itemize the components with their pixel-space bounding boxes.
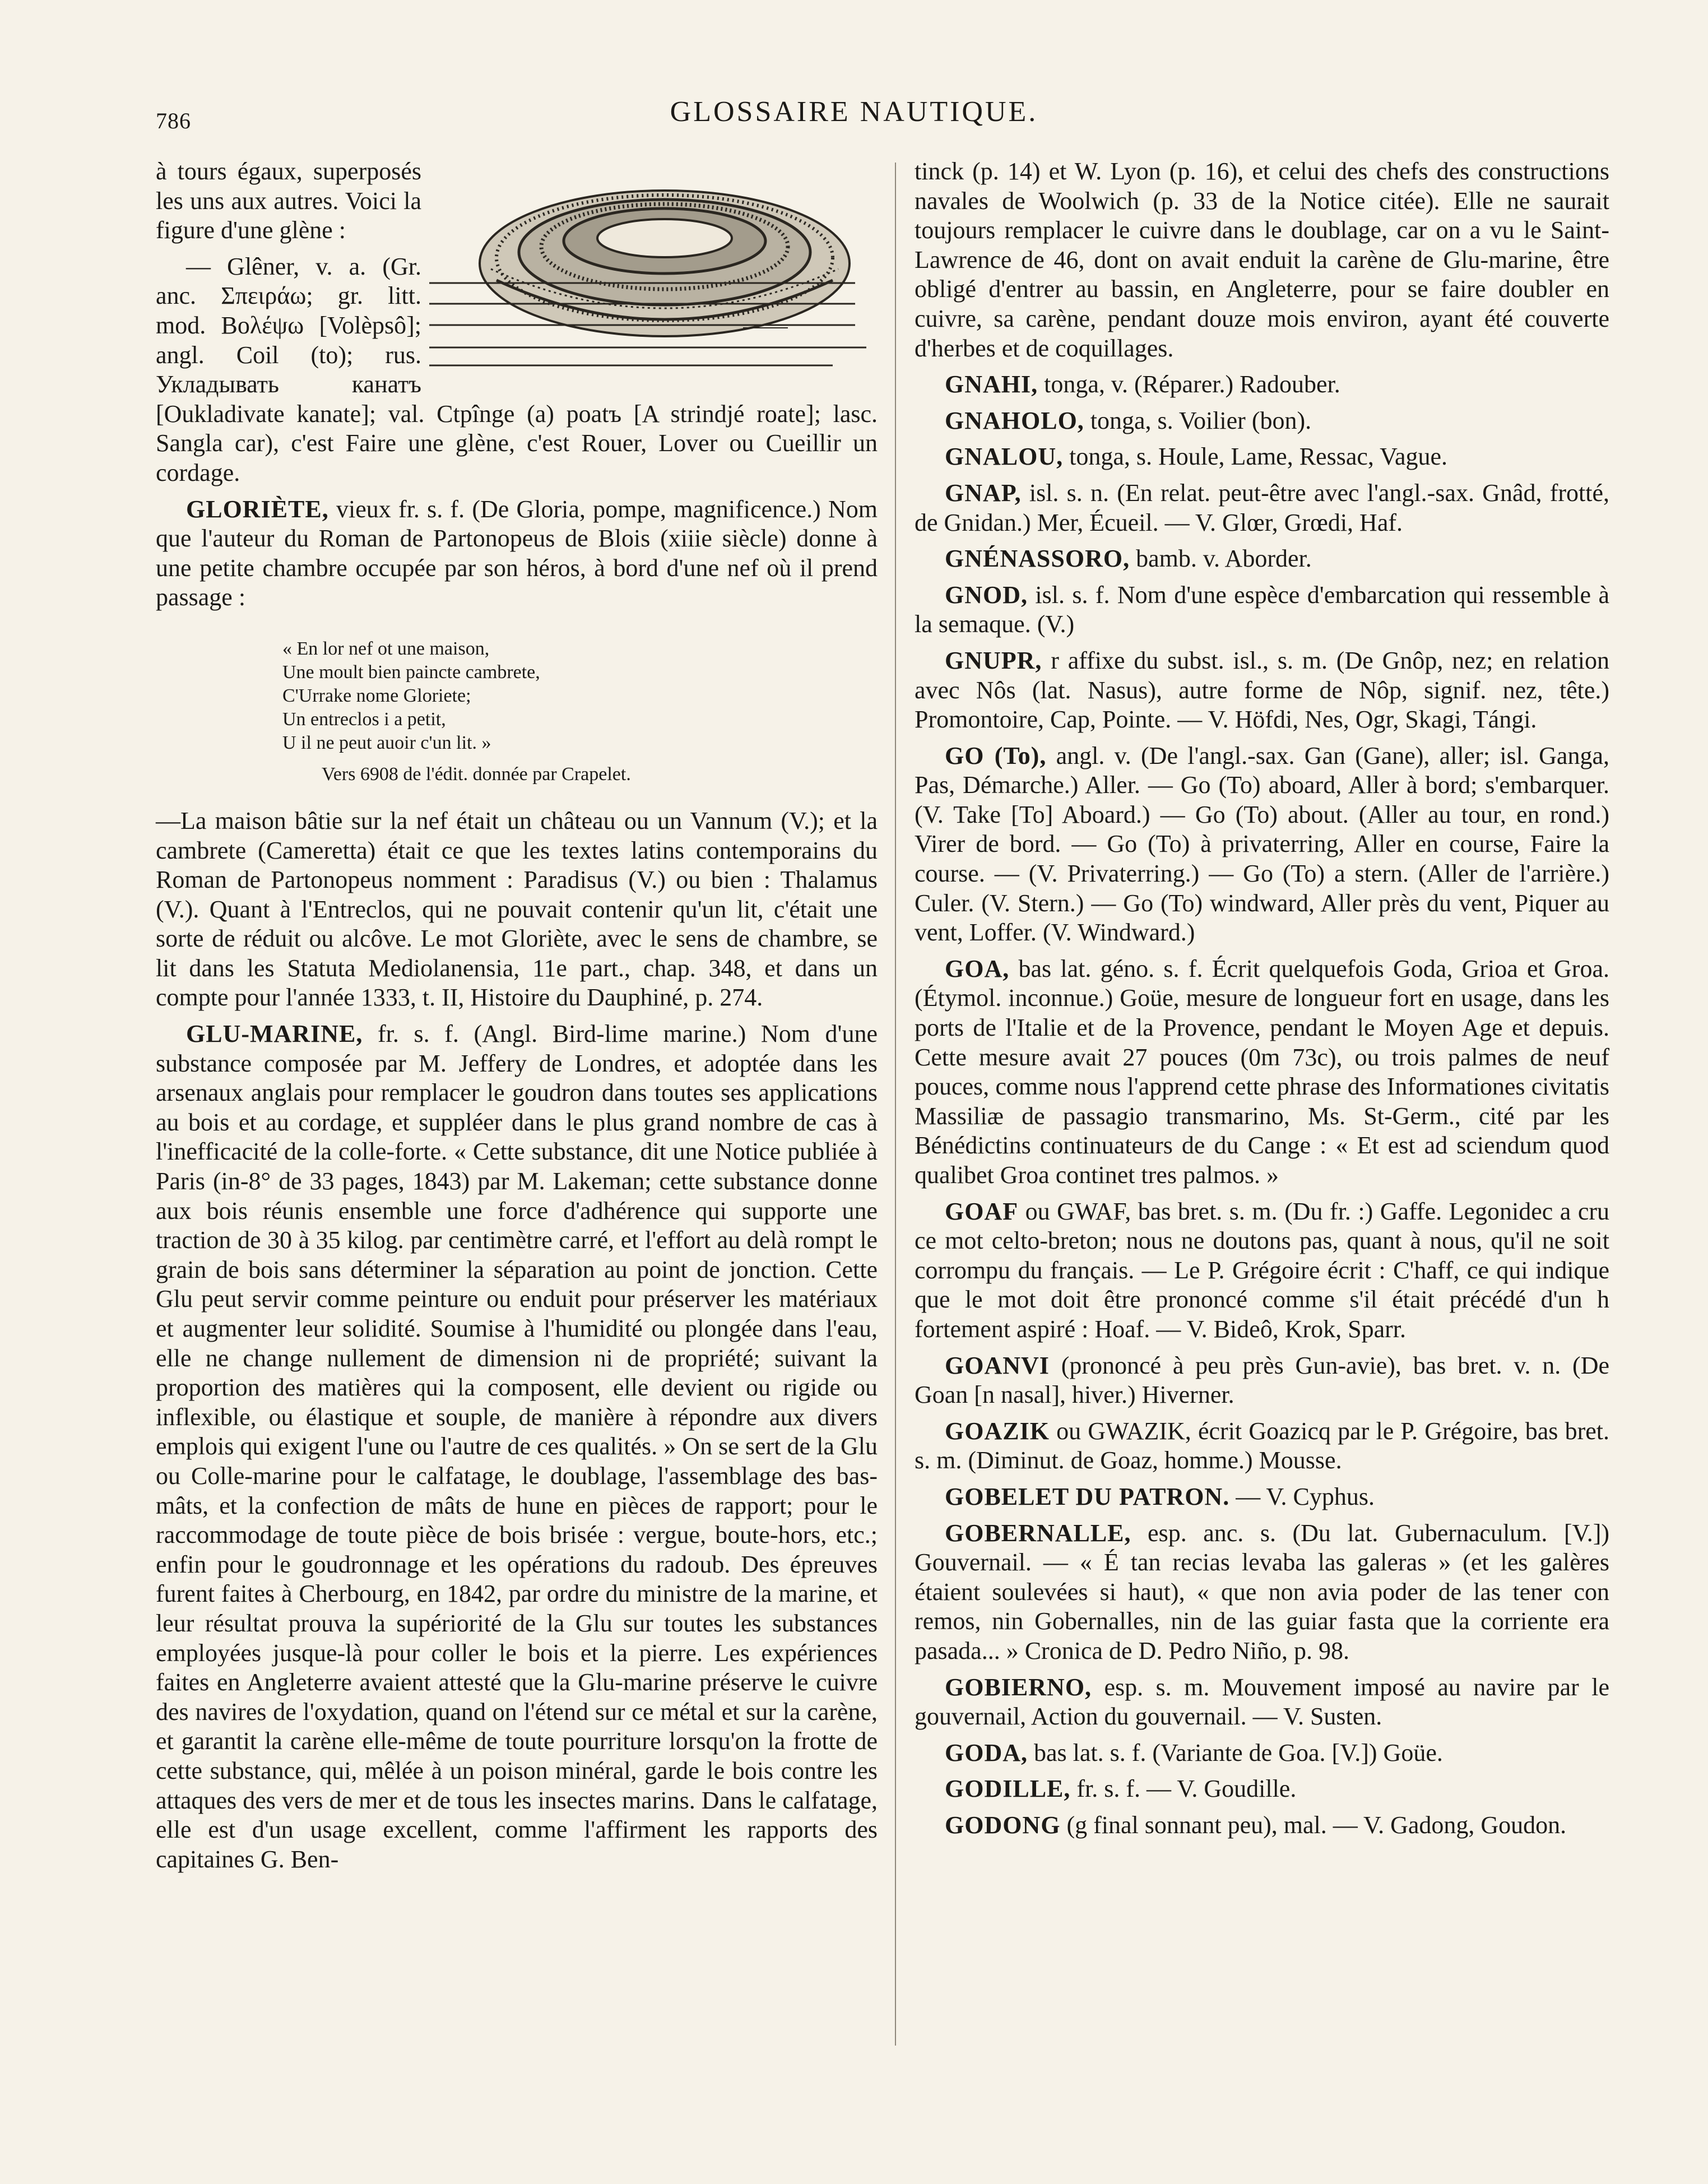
definition: isl. s. n. (En relat. peut-être avec l'angl.-sax. Gnâd, frotté, de Gnidan.) Mer, Écueil. — V. Glœr, Grœdi, Haf.: [915, 479, 1609, 536]
gloriete-continuation: —La maison bâtie sur la nef était un château ou un Vannum (V.); et la cambrete (Cameretta) était ce que les textes latins contemporains du Roman de Partonopeus nomment : Paradisus (V.) ou bien : Thalamus (V.). Quant à l'Entreclos, qui ne pouvait contenir qu'un lit, c'était une sorte de réduit ou alcôve. Le mot Gloriète, avec le sens de chambre, se lit dans les Statuta Mediolanensia, 11e part., chap. 348, et dans un compte pour l'année 1333, t. II, Histoire du Dauphiné, p. 274.: [156, 806, 878, 1012]
dictionary-entry: [915, 370, 1609, 400]
definition-gloriete: vieux fr. s. f. (De Gloria, pompe, magnificence.) Nom que l'auteur du Roman de Partonopeus de Blois (xiiie siècle) donne à une petite chambre occupée par son héros, à bord d'une nef où il prend passage :: [156, 495, 878, 611]
coiled-rope-icon: [429, 157, 878, 382]
gleine-tail-part2: — Glêner, v. a. (Gr. anc. Σπειράω; gr. litt. mod. Βολέψω [Volèpsô]; angl. Coil (to); rus. Укладывать канатъ [Oukladivate kanate]; val. Ctpînge (a) poatъ [A strindjé roate]; lasc. Sangla car), c'est Faire une glène, c'est Rouer, Lover ou Cueillir un cordage.: [156, 252, 878, 486]
verse-citation: Vers 6908 de l'édit. donnée par Crapelet.: [322, 763, 631, 785]
headword: GNAP,: [945, 479, 1022, 507]
definition: fr. s. f. — V. Goudille.: [1070, 1775, 1297, 1803]
headword: GOBERNALLE,: [945, 1519, 1131, 1547]
dictionary-entry: [915, 1519, 1609, 1666]
definition: bamb. v. Aborder.: [1130, 545, 1312, 573]
headword: GODA,: [945, 1738, 1028, 1766]
running-title: GLOSSAIRE NAUTIQUE.: [670, 96, 1038, 128]
definition: ou GWAF, bas bret. s. m. (Du fr. :) Gaffe. Legonidec a cru ce mot celto-breton; nous ne doutons pas, quant à nous, qu'il ne soit corrompu du français. — Le P. Grégoire écrit : C'haff, ce qui indique que le mot doit être prononcé comme s'il était précédé d'un h fortement aspiré : Hoaf. — V. Bideô, Krok, Sparr.: [915, 1197, 1609, 1343]
dictionary-entry: [915, 1197, 1609, 1344]
right-column: [915, 157, 1609, 1840]
glu-marine-continuation: tinck (p. 14) et W. Lyon (p. 16), et celui des chefs des constructions navales de Woolwich (p. 33 de la Notice citée). Elle ne saurait toujours remplacer le cuivre dans le doublage, car on a vu le Saint-Lawrence de 46, dont on avait enduit la carène de Glu-marine, être obligé d'entrer au bassin, en Angleterre, pour se faire doubler en cuivre, sa carène, pendant douze mois environ, ayant été couverte d'herbes et de coquillages.: [915, 157, 1609, 362]
headword: GNAHOLO,: [945, 406, 1084, 434]
headword: GNUPR,: [945, 646, 1042, 674]
dictionary-entry: [915, 1482, 1609, 1512]
definition: tonga, v. (Réparer.) Radouber.: [1038, 370, 1340, 398]
headword: GOAZIK: [945, 1417, 1050, 1445]
verse-line: « En lor nef ot une maison,: [282, 638, 490, 659]
page-number: 786: [156, 108, 191, 133]
dictionary-entry: [915, 1774, 1609, 1804]
definition: (prononcé à peu près Gun-avie), bas bret. v. n. (De Goan [n nasal], hiver.) Hiverner.: [915, 1351, 1609, 1409]
headword: GOBIERNO,: [945, 1673, 1092, 1701]
headword: GNÉNASSORO,: [945, 545, 1130, 573]
dictionary-entry: [915, 1673, 1609, 1732]
dictionary-entry: [915, 646, 1609, 735]
definition-glu-marine: fr. s. f. (Angl. Bird-lime marine.) Nom d'une substance composée par M. Jeffery de Londres, et adoptée dans les arsenaux anglais pour remplacer le goudron dans toutes ses applications au bois et au cordage, et suppléer dans le plus grand nombre de cas à l'inefficacité de la colle-forte. « Cette substance, dit une Notice publiée à Paris (in-8° de 33 pages, 1843) par M. Lakeman; cette substance donne aux bois réunis ensemble une force d'adhérence qui supporte une traction de 30 à 35 kilog. par centimètre carré, et l'effort au delà rompt le grain de bois sans déterminer la séparation au point de jonction. Cette Glu peut servir comme peinture ou enduit pour préserver les matériaux et augmenter leur solidité. Soumise à l'humidité ou plongée dans l'eau, elle ne change nullement de dimension ni de propriété; suivant la proportion des matières qui la composent, elle devient ou rigide ou inflexible, ou élastique et souple, de manière à répondre aux divers emplois qui exigent l'une ou l'autre de ces qualités. » On se sert de la Glu ou Colle-marine pour le calfatage, le doublage, l'assemblage des bas-mâts, et la confection de mâts de hune en pièces de rapport; pour le raccommodage de toute pièce de bois brisée : vergue, boute-hors, etc.; enfin pour le goudronnage et les opérations du radoub. Des épreuves furent faites à Cherbourg, en 1842, par ordre du ministre de la marine, et leur résultat prouva la supériorité de la Glu sur toutes les substances employées jusque-là pour coller le bois et la pierre. Les expériences faites en Angleterre avaient attesté que la Glu-marine préserve le cuivre des navires de l'oxydation, quand on l'étend sur ce métal et sur la carène, et garantit la carène elle-même de toute pourriture lorsqu'on la frotte de cette substance, qui, mêlée à un poison minéral, garde le bois contre les attaques des vers de mer et de tous les insectes marins. Dans le calfatage, elle est d'un usage excellent, comme l'affirment les rapports des capitaines G. Ben-: [156, 1020, 878, 1873]
entry-gloriete: [156, 495, 878, 613]
dictionary-entry: [915, 1351, 1609, 1410]
headword-glu-marine: GLU-MARINE,: [186, 1020, 363, 1048]
dictionary-entry: [915, 954, 1609, 1190]
definition: angl. v. (De l'angl.-sax. Gan (Gane), aller; isl. Ganga, Pas, Démarche.) Aller. — Go (To) aboard, Aller à bord; s'embarquer. (V. Take [To] Aboard.) — Go (To) about. (Aller au tour, en rond.) Virer de bord. — Go (To) à privaterring, Aller en course, Faire la course. — (V. Privaterring.) — Go (To) a stern. (Aller de l'arrière.) Culer. (V. Stern.) — Go (To) windward, Aller près du vent, Piquer au vent, Loffer. (V. Windward.): [915, 741, 1609, 947]
dictionary-entry: [915, 406, 1609, 436]
dictionary-entry: [915, 479, 1609, 537]
headword: GOANVI: [945, 1351, 1050, 1379]
definition: bas lat. géno. s. f. Écrit quelquefois Goda, Grioa et Groa. (Étymol. inconnue.) Goüe, mesure de longueur fort en usage, dans les ports de l'Italie et de la Provence, pendant le Moyen Age et depuis. Cette mesure avait 27 pouces (0m 73c), ou trois palmes de neuf pouces, comme nous l'apprend cette phrase des Informationes civitatis Massiliæ de passagio transmarino, Ms. St-Germ., cité par les Bénédictins continuateurs de du Cange : « Et est ad sciendum quod qualibet Groa continet tres palmos. »: [915, 954, 1609, 1189]
dictionary-entry: [915, 1738, 1609, 1768]
coiled-rope-figure: [429, 157, 878, 382]
headword: GOBELET DU PATRON.: [945, 1482, 1230, 1510]
headword: GOAF: [945, 1197, 1019, 1225]
headword: GO (To),: [945, 741, 1047, 769]
dictionary-entry: [915, 442, 1609, 472]
headword: GNAHI,: [945, 370, 1038, 398]
column-divider: [895, 163, 896, 2046]
headword-gloriete: GLORIÈTE,: [186, 495, 329, 523]
entry-glu-marine: [156, 1019, 878, 1874]
dictionary-entry: [915, 544, 1609, 574]
verse-line: U il ne peut auoir c'un lit. »: [282, 732, 491, 753]
verse-quotation: [282, 637, 878, 786]
dictionary-entry: [915, 581, 1609, 639]
dictionary-entry: [915, 1811, 1609, 1840]
gleine-tail-part1: à tours égaux, superposés les uns aux autres. Voici la figure d'une glène :: [156, 157, 421, 244]
definition: bas lat. s. f. (Variante de Goa. [V.]) Goüe.: [1028, 1738, 1443, 1766]
headword: GODILLE,: [945, 1775, 1071, 1803]
definition: r affixe du subst. isl., s. m. (De Gnôp, nez; en relation avec Nôs (lat. Nasus), autre forme de Nôp, signif. nez, tête.) Promontoire, Cap, Pointe. — V. Höfdi, Nes, Ogr, Skagi, Tángi.: [915, 646, 1609, 734]
left-column: [156, 157, 878, 1874]
right-entries: [915, 370, 1609, 1840]
headword: GNALOU,: [945, 443, 1064, 471]
definition: esp. anc. s. (Du lat. Gubernaculum. [V.]) Gouvernail. — « É tan recias levaba las galeras » (et les galères étaient soulevées si haut), « que non avia poder de las tener con remos, nin Gobernalles, nin de las guiar fasta que la corriente era pasada... » Cronica de D. Pedro Niño, p. 98.: [915, 1519, 1609, 1664]
verse-line: C'Urrake nome Gloriete;: [282, 685, 471, 706]
definition: isl. s. f. Nom d'une espèce d'embarcation qui ressemble à la semaque. (V.): [915, 581, 1609, 638]
definition: esp. s. m. Mouvement imposé au navire par le gouvernail, Action du gouvernail. — V. Susten.: [915, 1673, 1609, 1731]
definition: (g final sonnant peu), mal. — V. Gadong, Goudon.: [1060, 1811, 1567, 1839]
headword: GODONG: [945, 1811, 1061, 1839]
verse-line: Une moult bien paincte cambrete,: [282, 661, 540, 683]
dictionary-entry: [915, 741, 1609, 948]
definition: tonga, s. Houle, Lame, Ressac, Vague.: [1063, 443, 1448, 471]
definition: — V. Cyphus.: [1229, 1482, 1375, 1510]
definition: ou GWAZIK, écrit Goazicq par le P. Grégoire, bas bret. s. m. (Diminut. de Goaz, homme.) Mousse.: [915, 1417, 1609, 1474]
definition: tonga, s. Voilier (bon).: [1084, 406, 1312, 434]
headword: GOA,: [945, 954, 1010, 982]
verse-line: Un entreclos i a petit,: [282, 708, 446, 730]
headword: GNOD,: [945, 581, 1028, 609]
dictionary-entry: [915, 1417, 1609, 1476]
